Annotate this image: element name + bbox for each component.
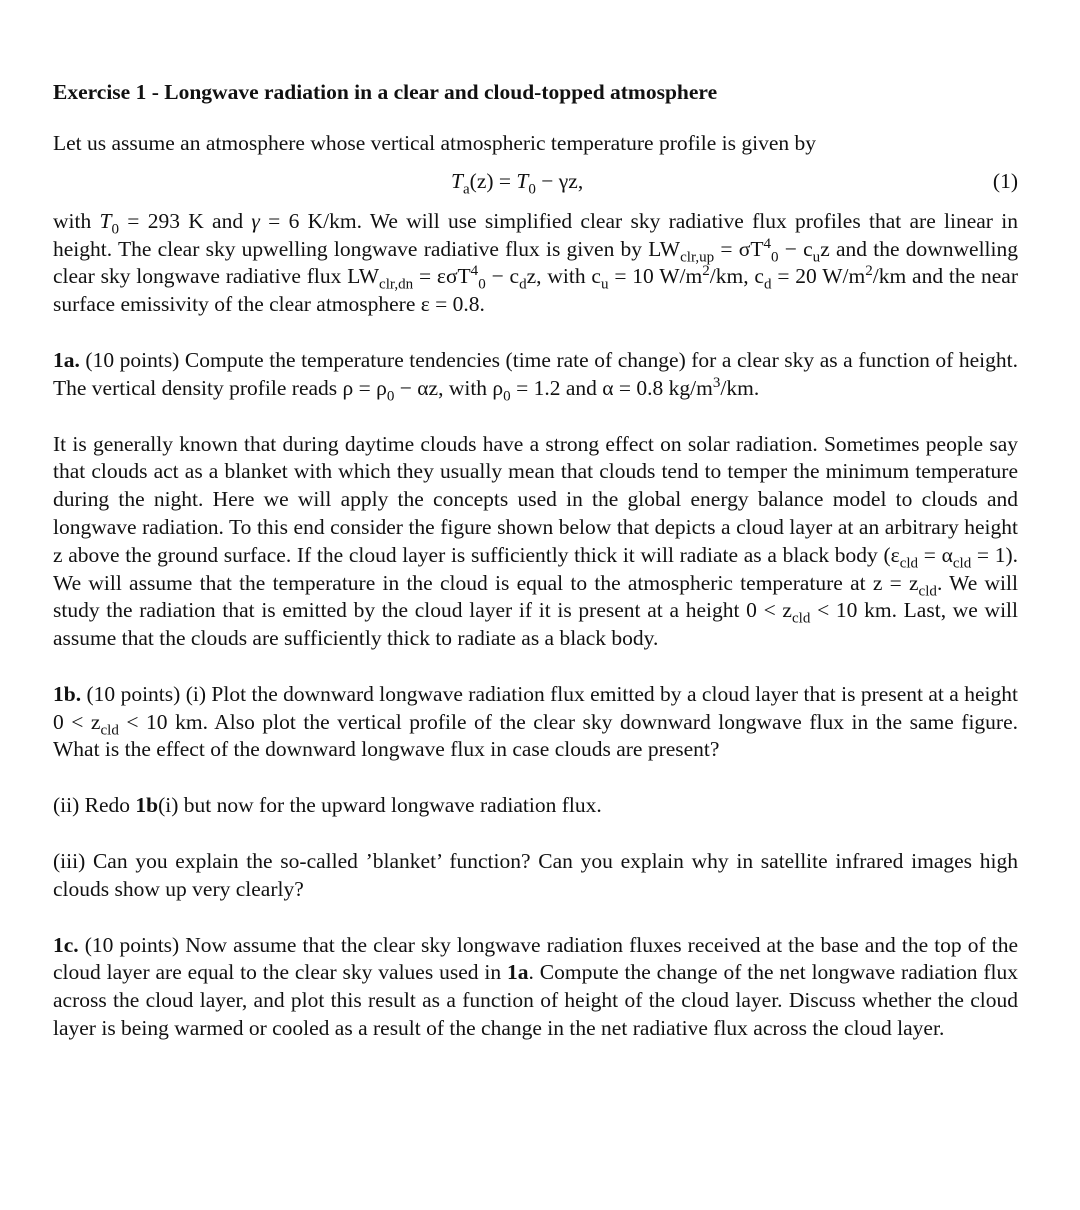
cloud-blanket-paragraph: It is generally known that during daytime clouds have a strong effect on solar radiation. Sometimes people say that clouds act as a blanket with which they usually mean that clouds tend to temper the minimum temperature during the night. Here we will apply the concepts used in the global energy balance model to clouds and longwave radiation. To this end consider the figure shown below that depicts a cloud layer at an arbitrary height z above the ground surface. If the cloud layer is sufficiently thick it will radiate as a black body $(\varepsilon_{cld} = \alpha_{cld} = 1)$. We will assume that the temperature in the cloud is equal to the atmospheric temperature at $z = z_{cld}$. We will study the radiation that is emitted by the cloud layer if it is present at a height $0 < z_{cld} < 10$ km. Last, we will assume that the clouds are sufficiently thick to radiate as a black body. — [53, 431, 1019, 651]
equation-formula: $T_a(z) = T_0 - \gamma z$, — [451, 168, 584, 198]
equation-1 — [53, 158, 1018, 208]
question-label: 1b. — [53, 681, 82, 706]
flux-profile-paragraph: with $T_0 = 293$ K and γ = 6 K/km. We will use simplified clear sky radiative flux profiles that are linear in height. The clear sky upwelling longwave radiative flux is given by $LW_{clr,up} = \sigma T^4_0 - c_uz$ and the downwelling clear sky longwave radiative flux $LW_{clr,dn} = \varepsilon\sigma T^4_0 - c_dz$, with $c_u = 10$ $W/m^2/km$, $c_d = 20$ $W/m^2/km$ and the near surface emissivity of the clear atmosphere ε = 0.8. — [53, 208, 1019, 317]
question-1b-ii: (ii) Redo 1b(i) but now for the upward longwave radiation flux. — [53, 793, 602, 818]
question-1c: 1c. (10 points) Now assume that the clear sky longwave radiation fluxes received at the base and the top of the cloud layer are equal to the clear sky values used in 1a. Compute the change of the net longwave radiation flux across the cloud layer, and plot this result as a function of height of the cloud layer. Discuss whether the cloud layer is being warmed or cooled as a result of the change in the net radiative flux across the cloud layer. — [53, 932, 1018, 1041]
exercise-title: Exercise 1 - Longwave radiation in a clear and cloud-topped atmosphere — [53, 80, 718, 104]
question-1b-i: 1b. (10 points) (i) Plot the downward longwave radiation flux emitted by a cloud layer that is present at a height $0 < z_{cld} < 10$ km. Also plot the vertical profile of the clear sky downward longwave flux in the same figure. What is the effect of the downward longwave flux in case clouds are present? — [53, 681, 1018, 762]
question-label: 1c. — [53, 932, 79, 957]
question-1b-iii: (iii) Can you explain the so-called ’blanket’ function? Can you explain why in satellite infrared images high clouds show up very clearly? — [53, 849, 1018, 901]
question-label: 1a. — [53, 347, 80, 372]
intro-paragraph: Let us assume an atmosphere whose vertical atmospheric temperature profile is given by — [53, 130, 816, 155]
question-1a: 1a. (10 points) Compute the temperature tendencies (time rate of change) for a clear sky as a function of height. The vertical density profile reads $\rho = \rho_0 - \alpha z$, with $\rho_0 = 1.2$ and α = 0.8 $kg/m^3/km$. — [53, 347, 1018, 405]
equation-number: (1) — [992, 168, 1018, 193]
